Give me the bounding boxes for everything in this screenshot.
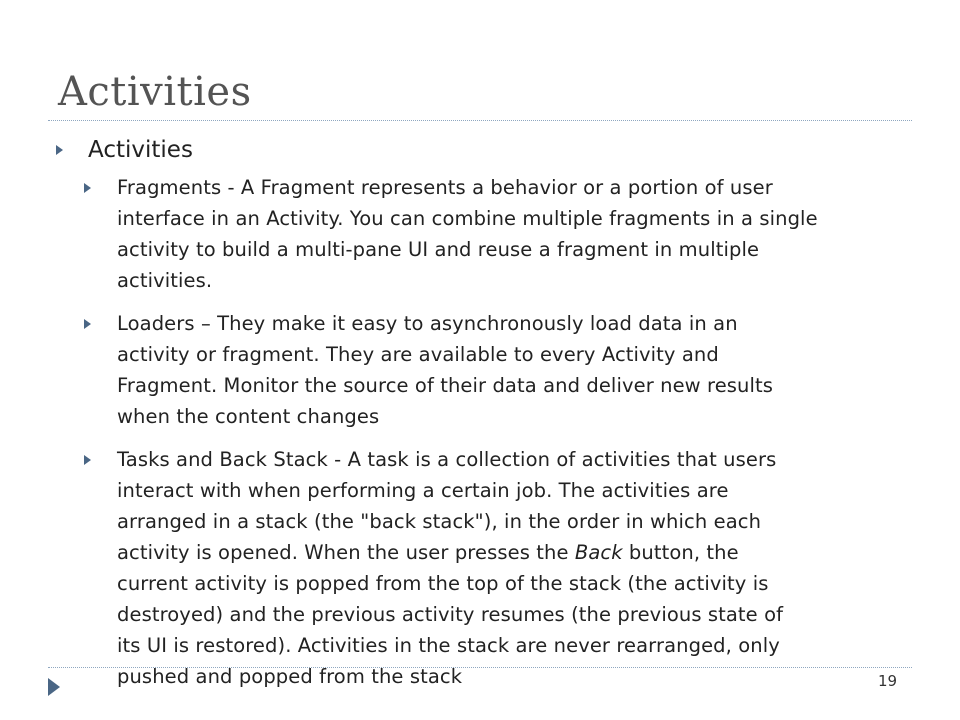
text-line: when the content changes <box>117 405 380 428</box>
bullet-arrow-icon <box>56 145 63 155</box>
text-segment: button, the <box>622 541 739 564</box>
text-line <box>117 537 904 568</box>
back-button-term: Back <box>574 541 623 564</box>
title-divider <box>48 120 912 121</box>
text-line: current activity is popped from the top of the stack (the activity is <box>117 572 769 595</box>
text-line: pushed and popped from the stack <box>117 665 463 688</box>
text-line: its UI is restored). Activities in the stack are never rearranged, only <box>117 634 780 657</box>
text-line: activity to build a multi-pane UI and reuse a fragment in multiple <box>117 238 760 261</box>
bullet-arrow-icon <box>84 183 91 193</box>
bullet-tasks-back-stack <box>84 444 904 692</box>
bullet-arrow-icon <box>84 319 91 329</box>
bullet-fragments <box>84 172 904 296</box>
text-line: Loaders – They make it easy to asynchronously load data in an <box>117 312 738 335</box>
text-line: activity or fragment. They are available to every Activity and <box>117 343 719 366</box>
bullet-arrow-icon <box>84 455 91 465</box>
bullet-loaders <box>84 308 904 432</box>
text-line: destroyed) and the previous activity resumes (the previous state of <box>117 603 784 626</box>
footer-arrow-icon <box>48 678 60 696</box>
text-line: arranged in a stack (the "back stack"), in the order in which each <box>117 510 762 533</box>
text-line: Fragments - A Fragment represents a behavior or a portion of user <box>117 176 773 199</box>
text-line: Fragment. Monitor the source of their data and deliver new results <box>117 374 774 397</box>
bullet-list <box>84 172 904 704</box>
text-line: activities. <box>117 269 213 292</box>
footer-divider <box>48 667 912 668</box>
bullet-text <box>117 172 904 296</box>
page-number: 19 <box>878 672 898 690</box>
slide-title: Activities <box>58 69 252 115</box>
bullet-text <box>117 308 904 432</box>
text-line: Tasks and Back Stack - A task is a collection of activities that users <box>117 448 777 471</box>
section-heading: Activities <box>88 137 193 163</box>
text-line: interface in an Activity. You can combine multiple fragments in a single <box>117 207 818 230</box>
text-line: interact with when performing a certain job. The activities are <box>117 479 729 502</box>
text-segment: activity is opened. When the user presses the <box>117 541 575 564</box>
bullet-text <box>117 444 904 692</box>
